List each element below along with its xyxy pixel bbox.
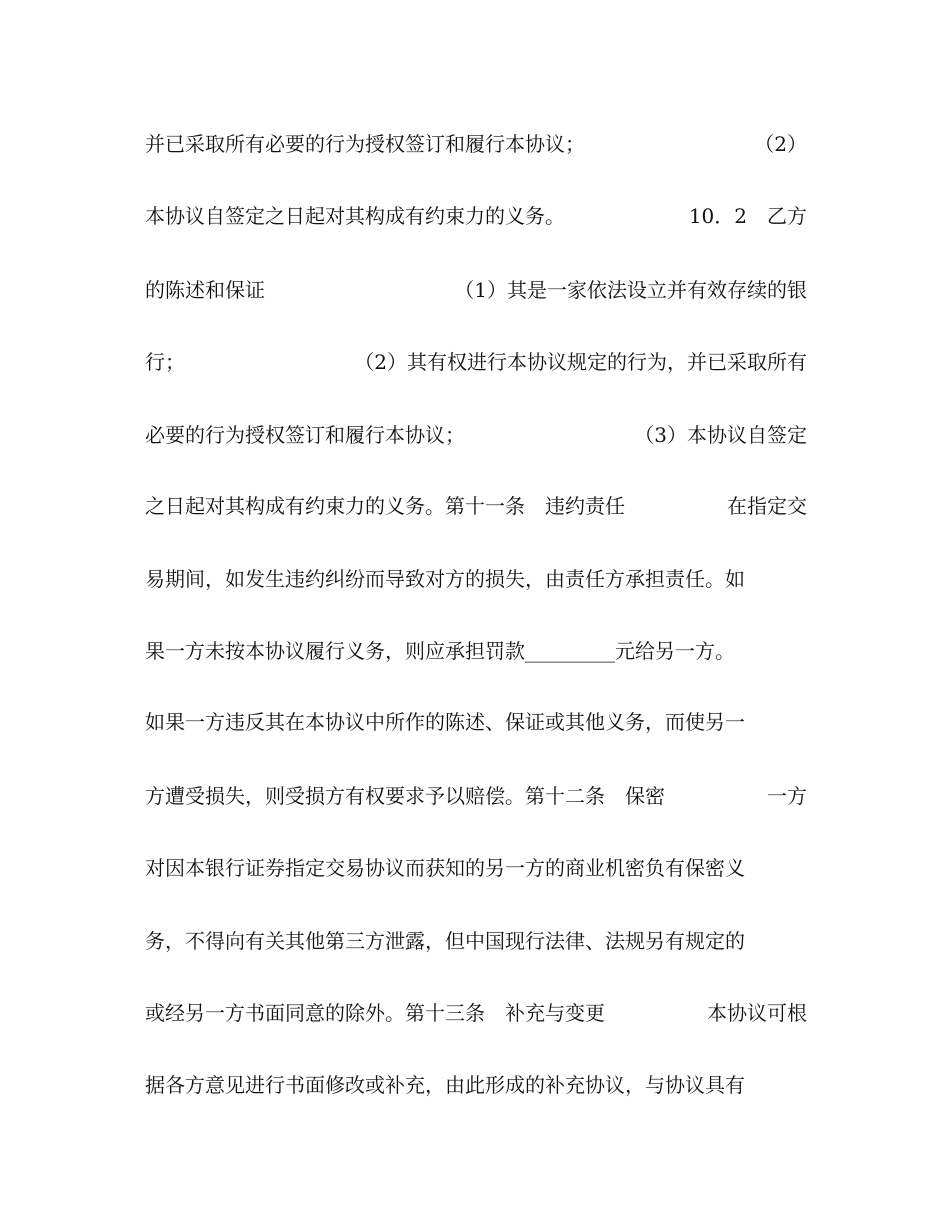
text-segment: 或经另一方书面同意的除外。第十三条 补充与变更 (145, 1001, 605, 1025)
text-line (145, 852, 807, 884)
text-line (145, 274, 807, 306)
text-segment: 并已采取所有必要的行为授权签订和履行本协议； (145, 132, 585, 156)
text-segment: 方遭受损失，则受损方有权要求予以赔偿。第十二条 保密 (145, 784, 665, 808)
text-line (145, 563, 807, 595)
text-segment: 如果一方违反其在本协议中所作的陈述、保证或其他义务，而使另一 (145, 710, 745, 734)
text-segment: 据各方意见进行书面修改或补充，由此形成的补充协议，与协议具有 (145, 1073, 745, 1097)
text-segment: 必要的行为授权签订和履行本协议； (145, 423, 465, 447)
text-segment: （2）其有权进行本协议规定的行为，并已采取所有 (354, 350, 807, 374)
text-segment: 果一方未按本协议履行义务，则应承担罚款_________元给另一方。 (145, 639, 735, 663)
text-segment: （3）本协议自签定 (634, 423, 807, 447)
text-segment: 本协议可根 (707, 1001, 807, 1025)
text-line (145, 346, 807, 378)
text-line (145, 490, 807, 522)
text-segment: 的陈述和保证 (145, 278, 265, 302)
text-segment: （2） (754, 132, 807, 156)
text-line (145, 200, 807, 232)
text-segment: 行； (145, 350, 185, 374)
text-segment: （1）其是一家依法设立并有效存续的银 (454, 278, 807, 302)
text-line (145, 706, 807, 738)
text-line (145, 128, 807, 160)
text-segment: 务，不得向有关其他第三方泄露，但中国现行法律、法规另有规定的 (145, 929, 745, 953)
text-line (145, 780, 807, 812)
text-segment: 本协议自签定之日起对其构成有约束力的义务。 (145, 204, 565, 228)
text-segment: 10．2 乙方 (688, 204, 807, 228)
text-segment: 在指定交 (727, 494, 807, 518)
text-line (145, 635, 807, 667)
text-segment: 对因本银行证券指定交易协议而获知的另一方的商业机密负有保密义 (145, 856, 745, 880)
text-segment: 易期间，如发生违约纠纷而导致对方的损失，由责任方承担责任。如 (145, 567, 745, 591)
text-line (145, 997, 807, 1029)
text-segment: 之日起对其构成有约束力的义务。第十一条 违约责任 (145, 494, 625, 518)
text-line (145, 419, 807, 451)
text-segment: 一方 (767, 784, 807, 808)
text-line (145, 925, 807, 957)
text-line (145, 1069, 807, 1101)
